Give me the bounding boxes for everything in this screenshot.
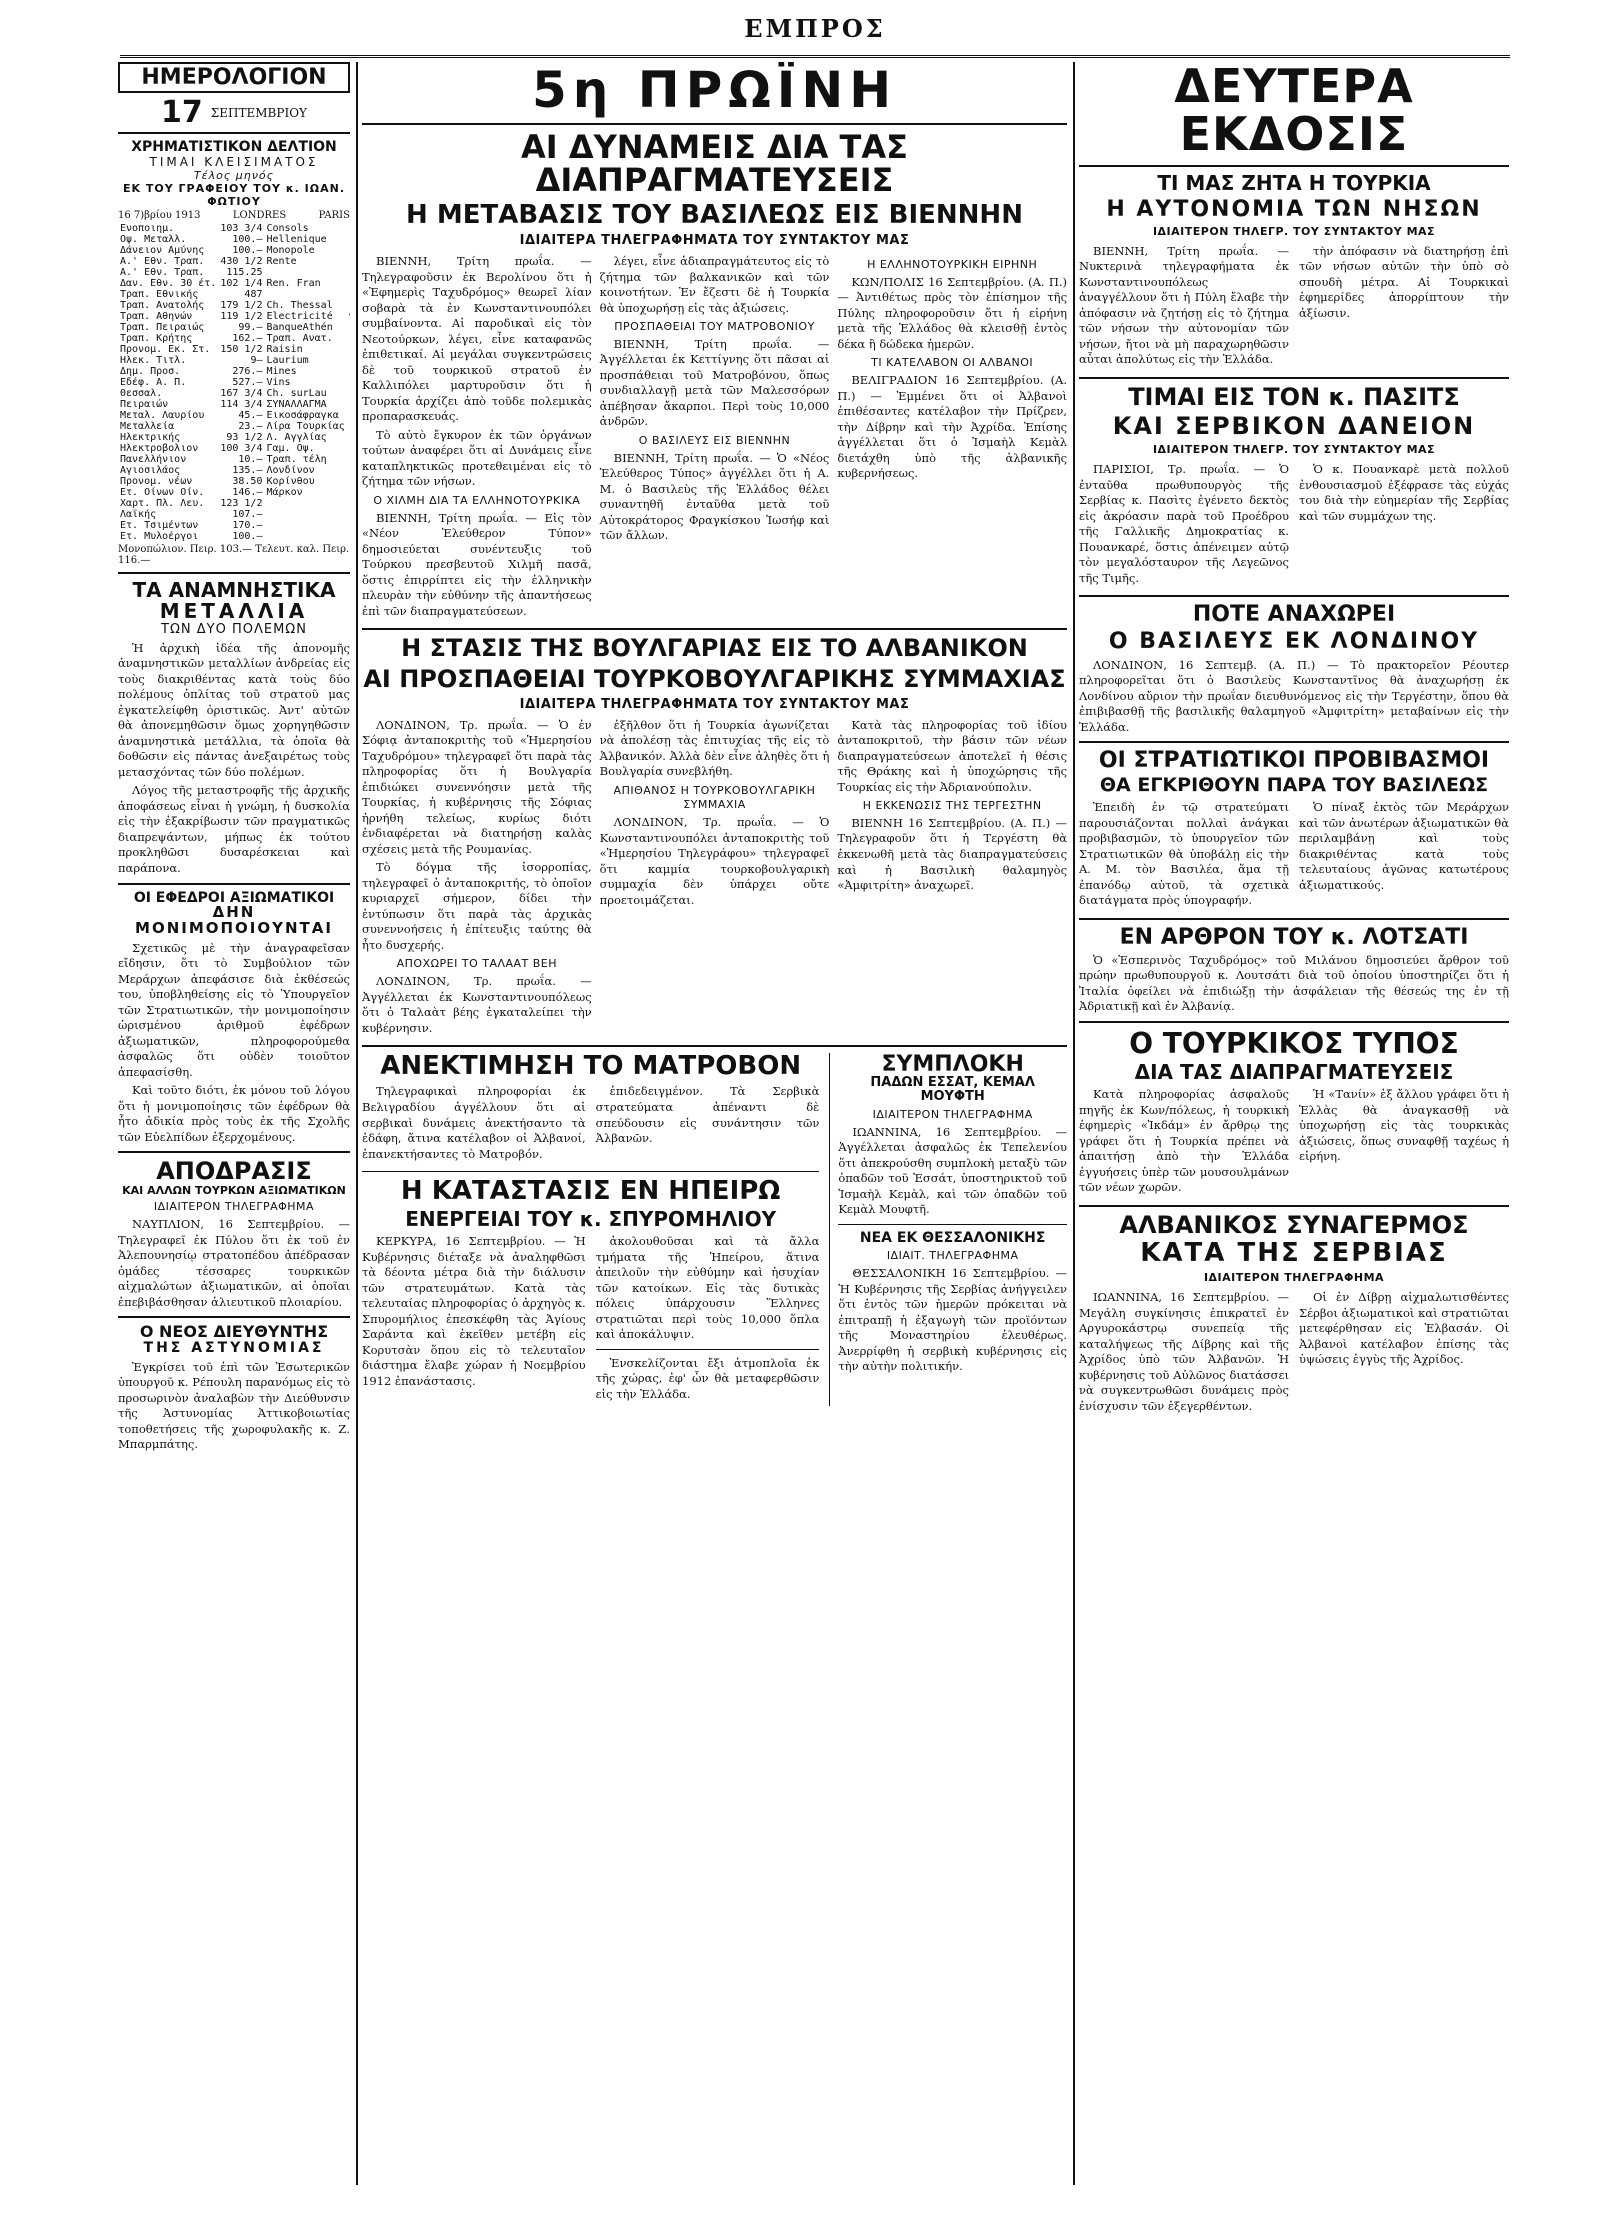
divider xyxy=(362,628,1067,630)
right-column xyxy=(1079,62,1509,2185)
market-value: 100.— xyxy=(232,530,263,542)
article-paragraph: Ὁ «Ἑσπερινὸς Ταχυδρόμος» τοῦ Μιλάνου δημοσιεύει ἄρθρον τοῦ πρώην πρωθυπουργοῦ κ. Λουτσάτι διὰ τοῦ ὁποίου ὑποστηρίζει ὅτι ἡ Ἰταλία ὀφείλει νὰ ἐπιδιώξῃ τὴν ἀσφάλειαν τῆς θέσεώς της ἐν τῇ Ἀδριατικῇ καὶ ἐν Ἀλβανίᾳ. xyxy=(1079,952,1509,1014)
telegram-tag: ΙΔΙΑΙΤΕΡΑ ΤΗΛΕΓΡΑΦΗΜΑΤΑ ΤΟΥ ΣΥΝΤΑΚΤΟΥ ΜΑΣ xyxy=(519,696,910,712)
market-label: Ετ. Οίνων Οίν. xyxy=(120,486,205,498)
market-row xyxy=(118,531,350,542)
market-value xyxy=(347,476,350,487)
article-paragraph: ΒΙΕΝΝΗ, Τρίτη πρωΐα. — Ἀγγέλλεται ἐκ Κεττίγνης ὅτι πᾶσαι αἱ προσπάθειαι τοῦ Ματροβόνου, ὅπως συνδιαλλαγῇ μετὰ τῶν Μαλεσσόρων ἀπέβησαν ἄκαρποι. Περὶ τοὺς 10,000 ἀνδρῶν. xyxy=(599,336,830,429)
divider xyxy=(838,1224,1067,1225)
market-value: 162.— xyxy=(232,332,263,344)
subheading: Η ΕΚΚΕΝΩΣΙΣ ΤΗΣ ΤΕΡΓΕΣΤΗΝ xyxy=(862,799,1042,813)
article-paragraph: Ἡ «Τανίν» ἐξ ἄλλου γράφει ὅτι ἡ Ἑλλὰς θὰ ἀναγκασθῇ νὰ ὑποχωρήσῃ εἰς τὰς τουρκικὰς ἀξιώσεις, ὅπως συναφθῇ ταχέως ἡ εἰρήνη. xyxy=(1299,1087,1509,1164)
article-paragraph: Ὁ πίναξ ἐκτὸς τῶν Μεράρχων καὶ τῶν ἀνωτέρων ἀξιωματικῶν θὰ περιλαμβάνῃ καὶ τοὺς διακριθέντας κατὰ τοὺς τελευταίους ἀγῶνας κατωτέρους ἀξιωματικούς. xyxy=(1299,800,1509,892)
market-label: Εδέφ. Α. Π. xyxy=(120,376,187,388)
article-paragraph: ΚΩΝ/ΠΟΛΙΣ 16 Σεπτεμβρίου. (Α. Π.) — Ἀντιθέτως πρὸς τὸν ἐπίσημον τῆς Πύλης πληροφοροῦσιν ὅτι ἡ εἰρήνη μετὰ τῆς Ἑλλάδος θὰ κλεισθῇ ἐντὸς δέκα ἢ δώδεκα ἡμερῶν. xyxy=(837,274,1067,351)
headline-when-departs: ΠΟΤΕ ΑΝΑΧΩΡΕΙ xyxy=(1192,602,1396,628)
headline-bulgaria: Η ΣΤΑΣΙΣ ΤΗΣ ΒΟΥΛΓΑΡΙΑΣ ΕΙΣ ΤΟ ΑΛΒΑΝΙΚΟΝ xyxy=(401,634,1028,663)
market-row xyxy=(118,333,350,344)
article-paragraph: Τὸ αὐτὸ ἔγκυρον ἐκ τῶν ὀργάνων τούτων ἀναφέρει ὅτι αἱ Δυνάμεις εἶνε καταπληκτικῶς προτεθειμέναι εἰς τὸ ζήτημα τῶν νήσων. xyxy=(362,427,592,489)
market-value xyxy=(347,234,350,245)
ephors-article xyxy=(118,941,350,1146)
article-paragraph: ΙΩΑΝΝΙΝΑ, 16 Σεπτεμβρίου. — Μεγάλη συγκίνησις ἐπικρατεῖ ἐν Αργυροκάστρῳ συνεπείᾳ τῆς καταλήψεως τῆς Δίβρης καὶ τῆς Ἀχρίδος ὑπὸ τῶν Ἀλβανῶν. Ἡ κυβέρνησις τοῦ Αὐλῶνος διατάσσει νὰ συγκεντρωθῶσι δυνάμεις πρὸς ἐνίσχυσιν τῶν ἐξεγερθέντων. xyxy=(1079,1290,1289,1413)
escape-tag: ΙΔΙΑΙΤΕΡΟΝ ΤΗΛΕΓΡΑΦΗΜΑ xyxy=(153,1200,315,1214)
market-label: Ετ. Μυλοέργοι xyxy=(120,530,199,542)
telegram-tag: ΙΔΙΑΙΤΕΡΑ ΤΗΛΕΓΡΑΦΗΜΑΤΑ ΤΟΥ ΣΥΝΤΑΚΤΟΥ ΜΑΣ xyxy=(519,232,910,248)
article-paragraph: ΠΑΡΙΣΙΟΙ, Τρ. πρωΐα. — Ὁ ἐνταῦθα πρωθυπουργὸς τῆς Σερβίας κ. Πασὶτς ἐγένετο δεκτὸς εἰς ἀκρόασιν παρὰ τοῦ Προέδρου τῆς Γαλλικῆς Δημοκρατίας κ. Πουανκαρέ, ὅστις ἀπένειμεν αὐτῷ τὸν μεγαλόσταυρον τῆς Λεγεῶνος τῆς Τιμῆς. xyxy=(1079,462,1289,585)
edition-title: 5η ΠΡΩΪΝΗ xyxy=(531,62,898,119)
market-label: Λ. Αγγλίας xyxy=(266,431,327,443)
market-label: Τραπ. Εθνικής xyxy=(120,288,199,300)
calendar-day: 17 xyxy=(161,95,203,131)
market-row xyxy=(118,311,350,322)
headline-matrovon: ΑΝΕΚΤΙΜΗΣΗ ΤΟ ΜΑΤΡΟΒΟΝ xyxy=(380,1051,802,1082)
divider xyxy=(1079,165,1509,167)
market-value: 527.— xyxy=(232,376,263,388)
market-value xyxy=(347,311,350,322)
market-value xyxy=(347,421,350,432)
market-label: Electricité xyxy=(266,310,333,322)
market-value xyxy=(347,223,350,234)
market-value xyxy=(347,289,350,300)
market-label: Ren. Fran xyxy=(266,277,321,289)
ephors-title: ΟΙ ΕΦΕΔΡΟΙ ΑΞΙΩΜΑΤΙΚΟΙ xyxy=(133,889,335,906)
headline-promotions-sub: ΘΑ ΕΓΚΡΙΘΟΥΝ ΠΑΡΑ ΤΟΥ ΒΑΣΙΛΕΩΣ xyxy=(1099,774,1489,797)
escape-title: ΑΠΟΔΡΑΣΙΣ xyxy=(156,1157,312,1186)
market-value xyxy=(347,300,350,311)
headline-clash-sub: ΠΑΔΩΝ ΕΣΣΑΤ, ΚΕΜΑΛ ΜΟΥΦΤΗ xyxy=(870,1075,1035,1104)
article-paragraph: ἐπιδεδειγμένον. Τὰ Σερβικὰ στρατεύματα ἀπέναντι δὲ σπεύδουσιν εἰς συνάντησιν τῶν Ἀλβανῶν. xyxy=(595,1084,820,1146)
headline-albanian-alarm: ΑΛΒΑΝΙΚΟΣ ΣΥΝΑΓΕΡΜΟΣ xyxy=(1119,1210,1469,1239)
market-value: 179 1/2 xyxy=(220,299,263,311)
market-value xyxy=(347,322,350,333)
newspaper-name: ΕΜΠΡΟΣ xyxy=(744,14,886,43)
police-title-2: ΤΗΣ ΑΣΤΥΝΟΜΙΑΣ xyxy=(143,1340,325,1357)
market-value xyxy=(347,432,350,443)
market-label: Λίρα Τουρκίας xyxy=(266,420,345,432)
vienna-articles xyxy=(362,250,1067,622)
calendar-title: ΗΜΕΡΟΛΟΓΙΟΝ xyxy=(118,62,350,93)
market-value: 9— xyxy=(250,354,263,366)
market-label: Ηλεκ. Τιτλ. xyxy=(120,354,187,366)
police-article xyxy=(118,1360,350,1453)
albanian-article xyxy=(1079,1286,1509,1417)
divider xyxy=(362,123,1067,125)
market-row xyxy=(118,245,350,256)
market-row xyxy=(118,322,350,333)
article-paragraph: Ἐγκρίσει τοῦ ἐπὶ τῶν Ἐσωτερικῶν ὑπουργοῦ κ. Ρέπουλη παρανόμως εἰς τὸ προσωρινὸν ἀναλαβὼν τὴν Διεύθυνσιν τῆς Ἀστυνομίας Ἀττικοβοιωτίας τοποθετήσεις τῆς χωροφυλακῆς κ. Ζ. Μπαρμπάτης. xyxy=(118,1359,350,1452)
market-title: ΧΡΗΜΑΤΙΣΤΙΚΟΝ ΔΕΛΤΙΟΝ xyxy=(131,139,337,156)
market-value: 119 1/2 xyxy=(220,310,263,322)
market-row xyxy=(118,377,350,388)
medals-title-3: ΤΩΝ ΔΥΟ ΠΟΛΕΜΩΝ xyxy=(161,621,307,637)
article-paragraph: Τηλεγραφικαὶ πληροφορίαι ἐκ Βελιγραδίου ἀγγέλλουν ὅτι αἱ σερβικαὶ δυνάμεις ἀνεκτήσαντο τὰ ἐδάφη, ἅτινα κατέλαβον οἱ Ἀλβανοί, ἐπανεκτήσαντες τὸ Ματροβόν. xyxy=(362,1084,586,1161)
telegram-tag: ΙΔΙΑΙΤΕΡΟΝ ΤΗΛΕΓΡΑΦΗΜΑ xyxy=(1203,1271,1385,1285)
market-label: ΣΥΝΑΛΛΑΓΜΑ xyxy=(266,398,327,410)
market-label: Τραπ. Ανατολής xyxy=(120,299,205,311)
article-paragraph: ΛΟΝΔΙΝΟΝ, Τρ. πρωΐα. — Ὁ Κωνσταντινουπόλει ἀνταποκριτὴς τοῦ «Ἡμερησίου Τηλεγράφου» τηλεγραφεῖ ὅτι καμμία τουρκοβουλγαρικὴ συμμαχία δὲν ὑπάρχει οὔτε προετοιμάζεται. xyxy=(599,815,830,907)
market-label: Θεσσαλ. xyxy=(120,387,163,399)
market-value xyxy=(347,509,350,520)
divider xyxy=(1079,918,1509,920)
market-value xyxy=(347,355,350,366)
market-label: Ηλεκτροβολιον xyxy=(120,442,199,454)
market-value xyxy=(347,487,350,498)
medals-article xyxy=(118,641,350,877)
article-paragraph: ΒΙΕΝΝΗ, Τρίτη πρωΐα. — Εἰς τὸν «Νέον Ἐλεύθερον Τύπον» δημοσιεύεται συνέντευξις τοῦ Τούρκου πρεσβευτοῦ Χιλμῆ πασᾶ, ὅστις ἐπιρρίπτει εἰς τὴν ἐλληνικὴν πλευρὰν τὴν εὐθύνην τῆς ἀπαντήσεως ἐπὶ τῶν διαπραγματεύσεων. xyxy=(362,510,592,618)
market-label: Ch. Thessal xyxy=(266,299,333,311)
headline-turkish-press-sub: ΔΙΑ ΤΑΣ ΔΙΑΠΡΑΓΜΑΤΕΥΣΕΙΣ xyxy=(1134,1060,1454,1085)
market-label: Monopole xyxy=(266,244,315,256)
market-label: Raisin xyxy=(266,343,303,355)
headline-epirus: Η ΚΑΤΑΣΤΑΣΙΣ ΕΝ ΗΠΕΙΡΩ xyxy=(400,1176,781,1207)
headline-alliance: ΑΙ ΠΡΟΣΠΑΘΕΙΑΙ ΤΟΥΡΚΟΒΟΥΛΓΑΡΙΚΗΣ ΣΥΜΜΑΧΙΑΣ xyxy=(363,665,1066,694)
market-value xyxy=(347,498,350,509)
article-paragraph: ΒΕΛΙΓΡΑΔΙΟΝ 16 Σεπτεμβρίου. (Α. Π.) — Ἐμμένει ὅτι οἱ Ἀλβανοὶ ἐπιθέσαντες κατέλαβον τὴν Πρίζρεν, τὴν Δίβρην καὶ τὴν Ἀχρίδα. Ἐπίσης ἀγγέλλεται ὅτι ὁ Ἰσμαὴλ Κεμὰλ διετάχθη ὑπὸ τῆς ἀλβανικῆς κυβερνήσεως. xyxy=(837,373,1067,481)
left-column xyxy=(118,62,350,2185)
market-value: 167 3/4 xyxy=(220,387,263,399)
market-subtitle: ΤΙΜΑΙ ΚΛΕΙΣΙΜΑΤΟΣ xyxy=(149,154,319,169)
market-row xyxy=(118,487,350,498)
market-value: 45.— xyxy=(238,409,263,421)
market-row xyxy=(118,223,350,234)
market-label: Τραπ. Αθηνών xyxy=(120,310,193,322)
subheading: Η ΕΛΛΗΝΟΤΟΥΡΚΙΚΗ ΕΙΡΗΝΗ xyxy=(867,257,1038,271)
market-label: Laurium xyxy=(266,354,309,366)
market-value xyxy=(347,344,350,355)
market-row xyxy=(118,399,350,410)
headline-king-london: Ο ΒΑΣΙΛΕΥΣ ΕΚ ΛΟΝΔΙΝΟΥ xyxy=(1108,629,1480,655)
telegram-tag: ΙΔΙΑΙΤΕΡΟΝ ΤΗΛΕΓΡΑΦΗΜΑ xyxy=(872,1107,1033,1121)
market-source: ΕΚ ΤΟΥ ΓΡΑΦΕΙΟΥ ΤΟΥ κ. ΙΩΑΝ. ΦΩΤΙΟΥ xyxy=(122,181,346,208)
market-row xyxy=(118,234,350,245)
market-value: 100.— xyxy=(232,244,263,256)
medals-title: ΤΑ ΑΝΑΜΝΗΣΤΙΚΑ xyxy=(132,577,336,602)
market-label: Πανελλήνιον xyxy=(120,453,187,465)
article-paragraph: Ἐπειδὴ ἐν τῷ στρατεύματι παρουσιάζονται πολλαὶ ἀνάγκαι προβιβασμῶν, τὸ ὑπουργεῖον τῶν Στρατιωτικῶν θὰ ὑποβάλῃ εἰς τὴν Α. Μ. τὸν Βασιλέα, ἅμα τῇ ἐπανόδῳ αὐτοῦ, τὰ σχετικὰ διατάγματα πρὸς ὑπογραφήν. xyxy=(1079,800,1289,908)
market-label xyxy=(264,531,346,542)
market-value xyxy=(347,245,350,256)
market-value xyxy=(347,377,350,388)
market-row xyxy=(118,432,350,443)
market-table xyxy=(118,223,350,542)
bulgaria-articles xyxy=(362,714,1067,1040)
headline-promotions: ΟΙ ΣΤΡΑΤΙΩΤΙΚΟΙ ΠΡΟΒΙΒΑΣΜΟΙ xyxy=(1098,748,1490,774)
market-label xyxy=(264,509,346,520)
market-label: Γαμ. Οψ. xyxy=(266,442,315,454)
headline-thessaloniki: ΝΕΑ ΕΚ ΘΕΣΣΑΛΟΝΙΚΗΣ xyxy=(859,1229,1046,1246)
market-tail: Μονοπώλιον. Πειρ. 103.— Τελευτ. καλ. Πειρ. 116.— xyxy=(118,543,350,566)
market-label: Α.' Εθν. Τραπ. xyxy=(120,255,205,267)
article-paragraph: ἐξῆλθον ὅτι ἡ Τουρκία ἀγωνίζεται νὰ ἀπολέσῃ τὰς ἐπιτυχίας τῆς εἰς τὸ Ἀλβανικόν. Ἀλλὰ δὲν εἶνε ἀληθὲς ὅτι ἡ Βουλγαρία συνεβλήθη. xyxy=(599,717,830,779)
market-value: 146.— xyxy=(232,486,263,498)
article-paragraph: Λόγος τῆς μεταστροφῆς τῆς ἀρχικῆς ἀποφάσεως εἶναι ἡ γνώμη, ἡ δυσκολία εἰς τὴν ἐξακρίβωσιν τῶν πραγματικῶς διαπρεψάντων, μήπως ἐκ τούτου προκληθῶσι δυσαρέσκειαι καὶ παράπονα. xyxy=(118,783,350,875)
market-date: 16 7)βρίου 1913 xyxy=(118,209,201,221)
market-label: Μάρκον xyxy=(266,486,303,498)
market-value xyxy=(347,454,350,465)
market-label: Μεταλλεία xyxy=(120,420,175,432)
center-column xyxy=(362,62,1067,2185)
market-label: BanqueAthén xyxy=(266,321,333,333)
market-value xyxy=(347,366,350,377)
article-paragraph: Οἱ ἐν Δίβρῃ αἰχμαλωτισθέντες Σέρβοι ἀξιωματικοὶ καὶ στρατιῶται μετεφέρθησαν εἰς Ἐλβασάν. Οἱ Ἀλβανοὶ κατέλαβον ἐπίσης τὰς ὑψώσεις ἐγγὺς τῆς Ἀχρίδος. xyxy=(1299,1290,1509,1367)
headline-serbian-loan: ΚΑΙ ΣΕΡΒΙΚΟΝ ΔΑΝΕΙΟΝ xyxy=(1112,412,1476,440)
market-label: Χαρτ. Πλ. Λευ. xyxy=(120,497,205,509)
article-paragraph: ΒΙΕΝΝΗ 16 Σεπτεμβρίου. (Α. Π.) — Τηλεγραφοῦν ὅτι ἡ Τεργέστη θὰ ἐκκενωθῆ μετὰ τὰς διαπραγματεύσεις καὶ ἡ Βασιλικὴ θαλαμηγὸς «Ἀμφιτρίτη» ἀναχωρεῖ. xyxy=(837,815,1067,893)
market-row xyxy=(118,509,350,520)
market-row xyxy=(118,410,350,421)
divider xyxy=(362,1045,1067,1047)
market-value: 430 1/2 xyxy=(220,255,263,267)
telegram-tag: ΙΔΙΑΙΤ. ΤΗΛΕΓΡΑΦΗΜΑ xyxy=(886,1249,1019,1263)
market-label xyxy=(264,520,346,531)
market-value: 38.50 xyxy=(232,475,263,487)
article-paragraph: Κατὰ τὰς πληροφορίας τοῦ ἰδίου ἀνταποκριτοῦ, τὴν βάσιν τῶν νέων διαπραγματεύσεων ἀποτελεῖ ἡ θέσις τῆς Θράκης καὶ ἡ ὑποχώρησις τῆς Τουρκίας εἰς τὴν Ἀδριανούπολιν. xyxy=(837,717,1067,794)
market-label: Τραπ. Κρήτης xyxy=(120,332,193,344)
subheading: Ο ΒΑΣΙΛΕΥΣ ΕΙΣ ΒΙΕΝΝΗΝ xyxy=(638,433,791,447)
market-value xyxy=(347,520,350,531)
column-rule xyxy=(1073,62,1075,2185)
market-row xyxy=(118,388,350,399)
market-city-london: LONDRES xyxy=(232,209,287,221)
article-paragraph: ΙΩΑΝΝΙΝΑ, 16 Σεπτεμβρίου. — Ἀγγέλλεται ἀσφαλῶς ἐκ Τεπελενίου ὅτι ἀπεκρούσθη συμπλοκὴ μεταξὺ τῶν ὀπαδῶν τοῦ Ἐσσάτ, ὑποστηρικτοῦ τοῦ Ἰσμαὴλ Κεμὰλ, καὶ τῶν ὀπαδῶν τοῦ Κεμὰλ Μουφτῆ. xyxy=(838,1124,1067,1217)
article-paragraph: Ὁ κ. Πουανκαρὲ μετὰ πολλοῦ ἐνθουσιασμοῦ ἐξέφρασε τὰς εὐχάς του διὰ τὴν εὐημερίαν τῆς Σερβίας καὶ τῶν συμμάχων της. xyxy=(1299,462,1509,523)
market-value: 276.— xyxy=(232,365,263,377)
divider xyxy=(362,1171,819,1172)
market-row xyxy=(118,256,350,267)
market-value xyxy=(347,465,350,476)
market-label: Εικοσάφραγκα xyxy=(266,409,339,421)
market-row xyxy=(118,355,350,366)
headline-luzzatti: ΕΝ ΑΡΘΡΟΝ ΤΟΥ κ. ΛΟΤΣΑΤΙ xyxy=(1119,924,1469,950)
market-value: 23.— xyxy=(238,420,263,432)
headline-spyromilios: ΕΝΕΡΓΕΙΑΙ ΤΟΥ κ. ΣΠΥΡΟΜΗΛΙΟΥ xyxy=(405,1207,777,1232)
divider xyxy=(118,1316,350,1318)
subheading: ΠΡΟΣΠΑΘΕΙΑΙ ΤΟΥ ΜΑΤΡΟΒΟΝΙΟΥ xyxy=(614,320,815,334)
second-edition-title: ΔΕΥΤΕΡΑ ΕΚΔΟΣΙΣ xyxy=(1174,62,1414,162)
market-label: Δάνειον Αμύνης xyxy=(120,244,205,256)
masthead xyxy=(120,12,1510,58)
matrovon-article xyxy=(362,1080,819,1165)
article-paragraph: ΚΕΡΚΥΡΑ, 16 Σεπτεμβρίου. — Ἡ Κυβέρνησις διέταξε νὰ ἀναληφθῶσι τὰ δέοντα μέτρα διὰ τὴν διάλυσιν τῶν στρατευμάτων. Κατὰ τὰς τελευταίας πληροφορίας ὁ ἀρχηγὸς κ. Σπυρομήλιος ἐπεσκέφθη τὰς Ἀγίους Σαράντα καὶ ἐκεῖθεν μετέβη εἰς Κορυτσὰν ὅπου εἰς τὸ τελευταῖον διάστημα ἔλαβε χώραν ἡ Νοεμβρίου 1912 ἐπανάστασις. xyxy=(362,1234,586,1388)
market-value xyxy=(347,443,350,454)
turkish-press-article xyxy=(1079,1083,1509,1199)
market-value xyxy=(347,388,350,399)
article-paragraph: ΛΟΝΔΙΝΟΝ, Τρ. πρωΐα. — Ὁ ἐν Σόφιᾳ ἀνταποκριτὴς τοῦ «Ἡμερησίου Ταχυδρόμου» τηλεγραφεῖ ὅτι παρὰ τὰς πληροφορίας ὅτι ἡ Βουλγαρία ἐπιδιώκει συνεννόησιν μετὰ τῆς Τουρκίας, ἡ κυβέρνησις τῆς Σόφιας ἠρνήθη τελείως, κυρίως διότι ἐνδιαφέρεται νὰ διατηρήσῃ καλὰς σχέσεις μετὰ τῆς Ρουμανίας. xyxy=(362,717,592,856)
police-title: Ο ΝΕΟΣ ΔΙΕΥΘΥΝΤΗΣ xyxy=(139,1322,329,1342)
article-paragraph: Κατὰ πληροφορίας ἀσφαλοῦς πηγῆς ἐκ Κων/πόλεως, ἡ τουρκικὴ ἐφημερὶς «Ἰκδάμ» ἐν ἄρθρῳ της γράφει ὅτι ἡ Τουρκία πρέπει νὰ ἀπαιτήσῃ ἀπὸ τὴν Ἑλλάδα ἐγγυήσεις ὑπὲρ τῶν μουσουλμάνων τῶν νέων χωρῶν. xyxy=(1079,1087,1289,1195)
market-label: Mines xyxy=(266,365,297,377)
market-value: 102 1/4 xyxy=(220,277,263,289)
market-row xyxy=(118,289,350,300)
divider xyxy=(1079,377,1509,379)
escape-title-2: ΚΑΙ ΑΛΛΩΝ ΤΟΥΡΚΩΝ ΑΞΙΩΜΑΤΙΚΩΝ xyxy=(122,1183,346,1197)
market-label: Τραπ. τέλη xyxy=(266,453,327,465)
subheading: Ο ΧΙΛΜΗ ΔΙΑ ΤΑ ΕΛΛΗΝΟΤΟΥΡΚΙΚΑ xyxy=(373,493,581,507)
article-paragraph: Τὸ δόγμα τῆς ἰσορροπίας, τηλεγραφεῖ ὁ ἀνταποκριτής, τὸ ὁποῖον κυριαρχεῖ σήμερον, δίδει τὴν ἐντύπωσιν ὅτι παρὰ τὰς ἀρχικὰς συνεννοήσεις ἡ ἐπίτευξις ταύτης θὰ ἦτο δυσχερής. xyxy=(362,860,592,952)
market-value: 107.— xyxy=(232,508,263,520)
market-value xyxy=(347,531,350,542)
market-value xyxy=(347,267,350,278)
market-row xyxy=(118,476,350,487)
market-value: 100 3/4 xyxy=(220,442,263,454)
market-label: Δαν. Εθν. 30 έτ. xyxy=(120,277,217,289)
king-london-article xyxy=(1079,658,1509,736)
market-row xyxy=(118,278,350,289)
headline-pasic: ΤΙΜΑΙ ΕΙΣ ΤΟΝ κ. ΠΑΣΙΤΣ xyxy=(1128,382,1460,411)
headline-islands: Η ΑΥΤΟΝΟΜΙΑ ΤΩΝ ΝΗΣΩΝ xyxy=(1106,196,1482,222)
headline-king-vienna: Η ΜΕΤΑΒΑΣΙΣ ΤΟΥ ΒΑΣΙΛΕΩΣ ΕΙΣ ΒΙΕΝΝΗΝ xyxy=(406,199,1023,230)
escape-article xyxy=(118,1217,350,1310)
market-label: Ηλεκτρικής xyxy=(120,431,181,443)
market-value: 103 3/4 xyxy=(220,222,263,234)
market-label xyxy=(264,267,346,278)
market-value: 123 1/2 xyxy=(220,497,263,509)
divider xyxy=(1079,1205,1509,1207)
headline-turkey-asks: ΤΙ ΜΑΣ ΖΗΤΑ Η ΤΟΥΡΚΙΑ xyxy=(1157,170,1431,195)
market-row xyxy=(118,498,350,509)
divider xyxy=(596,1349,820,1350)
lower-center xyxy=(362,1053,1067,1405)
telegram-tag: ΙΔΙΑΙΤΕΡΟΝ ΤΗΛΕΓΡ. ΤΟΥ ΣΥΝΤΑΚΤΟΥ ΜΑΣ xyxy=(1152,224,1436,238)
market-row xyxy=(118,300,350,311)
market-label xyxy=(264,498,346,509)
market-label: Hellenique xyxy=(266,233,327,245)
market-label: Προνομ. νέων xyxy=(120,475,193,487)
article-paragraph: ΘΕΣΣΑΛΟΝΙΚΗ 16 Σεπτεμβρίου. — Ἡ Κυβέρνησις τῆς Σερβίας ἀνήγγειλεν ὅτι ἐντὸς τῶν ἡμερῶν πρόκειται νὰ ἐπιτραπῇ ἡ ἐξαγωγὴ τῶν προϊόντων τῆς Μοναστηρίου ἐλευθέρως. Ἀνερρίφθη ἡ σερβικὴ κυβέρνησις εἰς τὴν αὐτὴν πολιτικήν. xyxy=(838,1266,1067,1374)
epirus-article xyxy=(362,1230,819,1405)
subheading: ΑΠΙΘΑΝΟΣ Η ΤΟΥΡΚΟΒΟΥΛΓΑΡΙΚΗ ΣΥΜΜΑΧΙΑ xyxy=(613,783,816,812)
divider xyxy=(118,572,350,574)
market-row xyxy=(118,344,350,355)
market-label: Αγιοσιλάος xyxy=(120,464,181,476)
divider xyxy=(1079,595,1509,597)
market-label xyxy=(264,289,346,300)
market-row xyxy=(118,465,350,476)
market-label: Ενοποιημ. xyxy=(120,222,175,234)
headline-powers: ΑΙ ΔΥΝΑΜΕΙΣ ΔΙΑ ΤΑΣ ΔΙΑΠΡΑΓΜΑΤΕΥΣΕΙΣ xyxy=(521,127,908,200)
column-rule xyxy=(356,62,358,2185)
ephors-title-2: ΔΗΝ ΜΟΝΙΜΟΠΟΙΟΥΝΤΑΙ xyxy=(135,903,333,937)
market-value: 93 1/2 xyxy=(226,431,263,443)
market-value xyxy=(347,333,350,344)
market-label: Vins xyxy=(266,376,291,388)
market-label: Μεταλ. Λαυρίου xyxy=(120,409,205,421)
market-value xyxy=(347,410,350,421)
market-label: Τραπ. Πειραιώς xyxy=(120,321,205,333)
medals-title-2: ΜΕΤΑΛΛΙΑ xyxy=(159,598,309,623)
article-paragraph: Καὶ τοῦτο διότι, ἐκ μόνου τοῦ λόγου ὅτι ἡ μονιμοποίησις τῶν ἐφέδρων θὰ ἦτο ἀδικία πρὸς τοὺς ἐκ τῆς Σχολῆς τῶν Εὐελπίδων ἐξερχομένους. xyxy=(118,1083,350,1144)
market-value: 100.— xyxy=(232,233,263,245)
market-row xyxy=(118,421,350,432)
market-city-paris: PARIS xyxy=(318,209,350,221)
headline-against-serbia: ΚΑΤΑ ΤΗΣ ΣΕΡΒΙΑΣ xyxy=(1140,1238,1448,1269)
article-paragraph: ἀκολουθοῦσαι καὶ τὰ ἄλλα τμήματα τῆς Ἠπείρου, ἅτινα ἀπειλοῦν τὴν εὐθύμην καὶ ἡσυχίαν τῶν κατοίκων. Εἰς τὰς δυτικὰς πόλεις ὑπάρχουσιν Ἕλληνες στρατιῶται περὶ τοὺς 10,000 ὅπλα καὶ ἀποκάλυψιν. xyxy=(595,1234,820,1342)
market-value: 150 1/2 xyxy=(220,343,263,355)
article-paragraph: Σχετικῶς μὲ τὴν ἀναγραφεῖσαν εἴδησιν, ὅτι τὸ Συμβούλιον τῶν Μεράρχων ἀπεφάσισε διὰ ἐκθέσεώς του, ὑποβληθείσης εἰς τὸ Ὑπουργεῖον τῶν Στρατιωτικῶν, τὴν μονιμοποίησιν ὡρισμένου ἀριθμοῦ ἐφέδρων ἀξιωματικῶν, πληροφορούμεθα ἀσφαλῶς ὅτι οὐδὲν τοιοῦτον ἀπεφασίσθη. xyxy=(118,940,350,1079)
market-label: Οψ. Μεταλλ. xyxy=(120,233,187,245)
market-row xyxy=(118,454,350,465)
calendar-date xyxy=(118,93,350,134)
article-paragraph: ΒΙΕΝΝΗ, Τρίτη πρωΐα. — Νυκτερινὰ τηλεγραφήματα ἐκ Κωνσταντινουπόλεως ἀναγγέλλουν ὅτι ἡ Πύλη ἔλαβε τὴν ἀπόφασιν νὰ ζητήσῃ εἰς τὸ ζήτημα τῶν νήσων τὴν αὐτονομίαν τῶν νήσων, ἤτοι νὰ μὴ παραχωρηθῶσιν αὗται ἀπολύτως εἰς τὴν Ἑλλάδα. xyxy=(1079,243,1289,367)
market-label: Προνομ. Εκ. Στ. xyxy=(120,343,211,355)
luzzatti-article xyxy=(1079,953,1509,1015)
market-label: Δημ. Προσ. xyxy=(120,365,181,377)
divider xyxy=(1079,741,1509,743)
market-label: Λαϊκής xyxy=(120,508,157,520)
telegram-tag: ΙΔΙΑΙΤΕΡΟΝ ΤΗΛΕΓΡ. ΤΟΥ ΣΥΝΤΑΚΤΟΥ ΜΑΣ xyxy=(1152,443,1436,457)
market-value xyxy=(347,399,350,410)
divider xyxy=(1079,1021,1509,1023)
market-row xyxy=(118,366,350,377)
market-header xyxy=(118,210,350,221)
market-note: Τέλος μηνός xyxy=(193,168,275,182)
market-label: Τραπ. Ανατ. xyxy=(266,332,333,344)
market-value: 135.— xyxy=(232,464,263,476)
article-paragraph: ΒΙΕΝΝΗ, Τρίτη πρωΐα. — Ὁ «Νέος Ἐλεύθερος Τύπος» ἀγγέλλει ὅτι ἡ Α. Μ. ὁ Βασιλεὺς τῆς Ἑλλάδος θέλει συναντηθῆ ἐνταῦθα μετὰ τοῦ Αὐτοκράτορος Φραγκίσκου Ἰωσήφ καὶ τῶν ἄλλων. xyxy=(599,450,830,543)
subheading: ΑΠΟΧΩΡΕΙ ΤΟ ΤΑΛΑΑΤ ΒΕΗ xyxy=(396,957,558,971)
market-label: Κορίνθου xyxy=(266,475,315,487)
market-label: Ch. surLau xyxy=(266,387,327,399)
article-paragraph: Ἡ ἀρχικὴ ἰδέα τῆς ἀπονομῆς ἀναμνηστικῶν μεταλλίων ἀνδρείας εἰς τοὺς διακριθέντας κατὰ τοὺς δύο πολέμους ὁπλίτας τοῦ στρατοῦ μας ἐγκατελείφθη ὁριστικῶς. Ἀντ' αὐτῶν θὰ ἀπονεμηθῶσιν ὅμως χορηγηθῶσιν ἀναμνηστικὰ μετάλλια, τὰ ὁποῖα θὰ δοθῶσιν εἰς πάντας ἀνεξαιρέτως τοὺς μετασχόντας τῶν δύο πολέμων. xyxy=(118,640,350,779)
market-value: 114 3/4 xyxy=(220,398,263,410)
article-paragraph: ΛΟΝΔΙΝΟΝ, 16 Σεπτεμβ. (Α. Π.) — Τὸ πρακτορεῖον Ρέουτερ πληροφορεῖται ὅτι ὁ Βασιλεὺς Κωνσταντῖνος θὰ ἀναχωρήσῃ ἐκ Λονδίνου αὔριον τὴν πρωΐαν διευθυνόμενος εἰς τὴν Τεργέστην, ὅπου θὰ ἐπιβιβασθῇ τῆς βασιλικῆς θαλαμηγοῦ «Ἀμφιτρίτη» μεταβαίνων εἰς τὴν Ἑλλάδα. xyxy=(1079,657,1509,734)
promotions-article xyxy=(1079,796,1509,912)
market-row xyxy=(118,267,350,278)
market-label: Consols xyxy=(266,222,309,234)
subheading: ΤΙ ΚΑΤΕΛΑΒΟΝ ΟΙ ΑΛΒΑΝΟΙ xyxy=(871,356,1034,370)
market-value xyxy=(347,278,350,289)
market-label: Rente xyxy=(266,255,297,267)
market-value: 10.— xyxy=(238,453,263,465)
headline-clash: ΣΥΜΠΛΟΚΗ xyxy=(881,1052,1024,1078)
market-label: Λονδίνον xyxy=(266,464,315,476)
article-paragraph: ΝΑΥΠΛΙΟΝ, 16 Σεπτεμβρίου. — Τηλεγραφεῖ ἐκ Πύλου ὅτι ἐκ τοῦ ἐν Ἀλεπουνησίῳ στρατοπέδου ἀπέδρασαν ὁμάδες τέσσαρες τουρκικῶν αἰχμαλώτων ἀξιωματικῶν, αἱ ὁποῖαι ἐπεβιβάσθησαν ἁλιευτικοῦ πλοιαρίου. xyxy=(118,1217,350,1309)
headline-turkish-press: Ο ΤΟΥΡΚΙΚΟΣ ΤΥΠΟΣ xyxy=(1129,1026,1459,1060)
divider xyxy=(118,883,350,885)
pasic-article xyxy=(1079,458,1509,589)
market-label: Πειραιών xyxy=(120,398,169,410)
article-paragraph: λέγει, εἶνε ἀδιαπραγμάτευτος εἰς τὸ ζήτημα τῶν βαλκανικῶν καὶ τῶν κοινοτήτων. Ἐν ἔζεστι δὲ ἡ Τουρκία θὰ ὑποχωρήσῃ εἰς τὰς ἀξιώσεις. xyxy=(599,253,830,315)
market-row xyxy=(118,443,350,454)
article-paragraph: ΒΙΕΝΝΗ, Τρίτη πρωΐα. — Τηλεγραφοῦσιν ἐκ Βερολίνου ὅτι ἡ «Ἐφημερὶς Ταχυδρόμος» θεωρεῖ λίαν σοβαρὰ τὰ ἐν Κωνσταντινουπόλει συμβαίνοντα. Αἱ παροδικαὶ εἰς τὸν Νεοτούρκων, λέγει, εἶνε καταφανῶς ἐπιθετικαί. Αἱ μεγάλαι συγκεντρώσεις δὲ τοῦ τουρκικοῦ στρατοῦ ἐν Καλλιπόλει μαρτυροῦσιν ὅτι ἡ Τουρκία ἀρχίζει ἀπὸ τοῦδε πολεμικὰς προπαρασκευάς. xyxy=(362,253,592,424)
article-paragraph: ΛΟΝΔΙΝΟΝ, Τρ. πρωΐα. — Ἀγγέλλεται ἐκ Κωνσταντινουπόλεως ὅτι ὁ Ταλαὰτ βέης ἐγκαταλείπει τὴν κυβέρνησιν. xyxy=(362,974,592,1035)
article-paragraph: τὴν ἀπόφασιν νὰ διατηρήσῃ ἐπὶ τῶν νήσων αὐτῶν τὴν ὑπὸ σὸ σπουδὴ μέτρα. Αἱ Τουρκικαὶ ἐφημερίδες ἀπορρίπτουν τὴν ἀξίωσιν. xyxy=(1299,243,1509,320)
calendar-month: ΣΕΠΤΕΜΒΡΙΟΥ xyxy=(210,105,307,120)
market-label: Α.' Εθν. Τραπ. xyxy=(120,266,205,278)
islands-article xyxy=(1079,240,1509,371)
market-value: 487 xyxy=(244,288,263,300)
market-row xyxy=(118,520,350,531)
article-paragraph: Ἐνσκελίζονται ἔξι ἀτμοπλοῖα ἐκ τῆς χώρας, ἐφ' ὧν θὰ μεταφερθῶσιν εἰς τὴν Ἑλλάδα. xyxy=(595,1355,820,1401)
market-value: 115.25 xyxy=(226,266,263,278)
market-value xyxy=(347,256,350,267)
market-label: Ετ. Τσιμέντων xyxy=(120,519,199,531)
market-value: 99.— xyxy=(238,321,263,333)
market-value: 170.— xyxy=(232,519,263,531)
divider xyxy=(118,1151,350,1153)
